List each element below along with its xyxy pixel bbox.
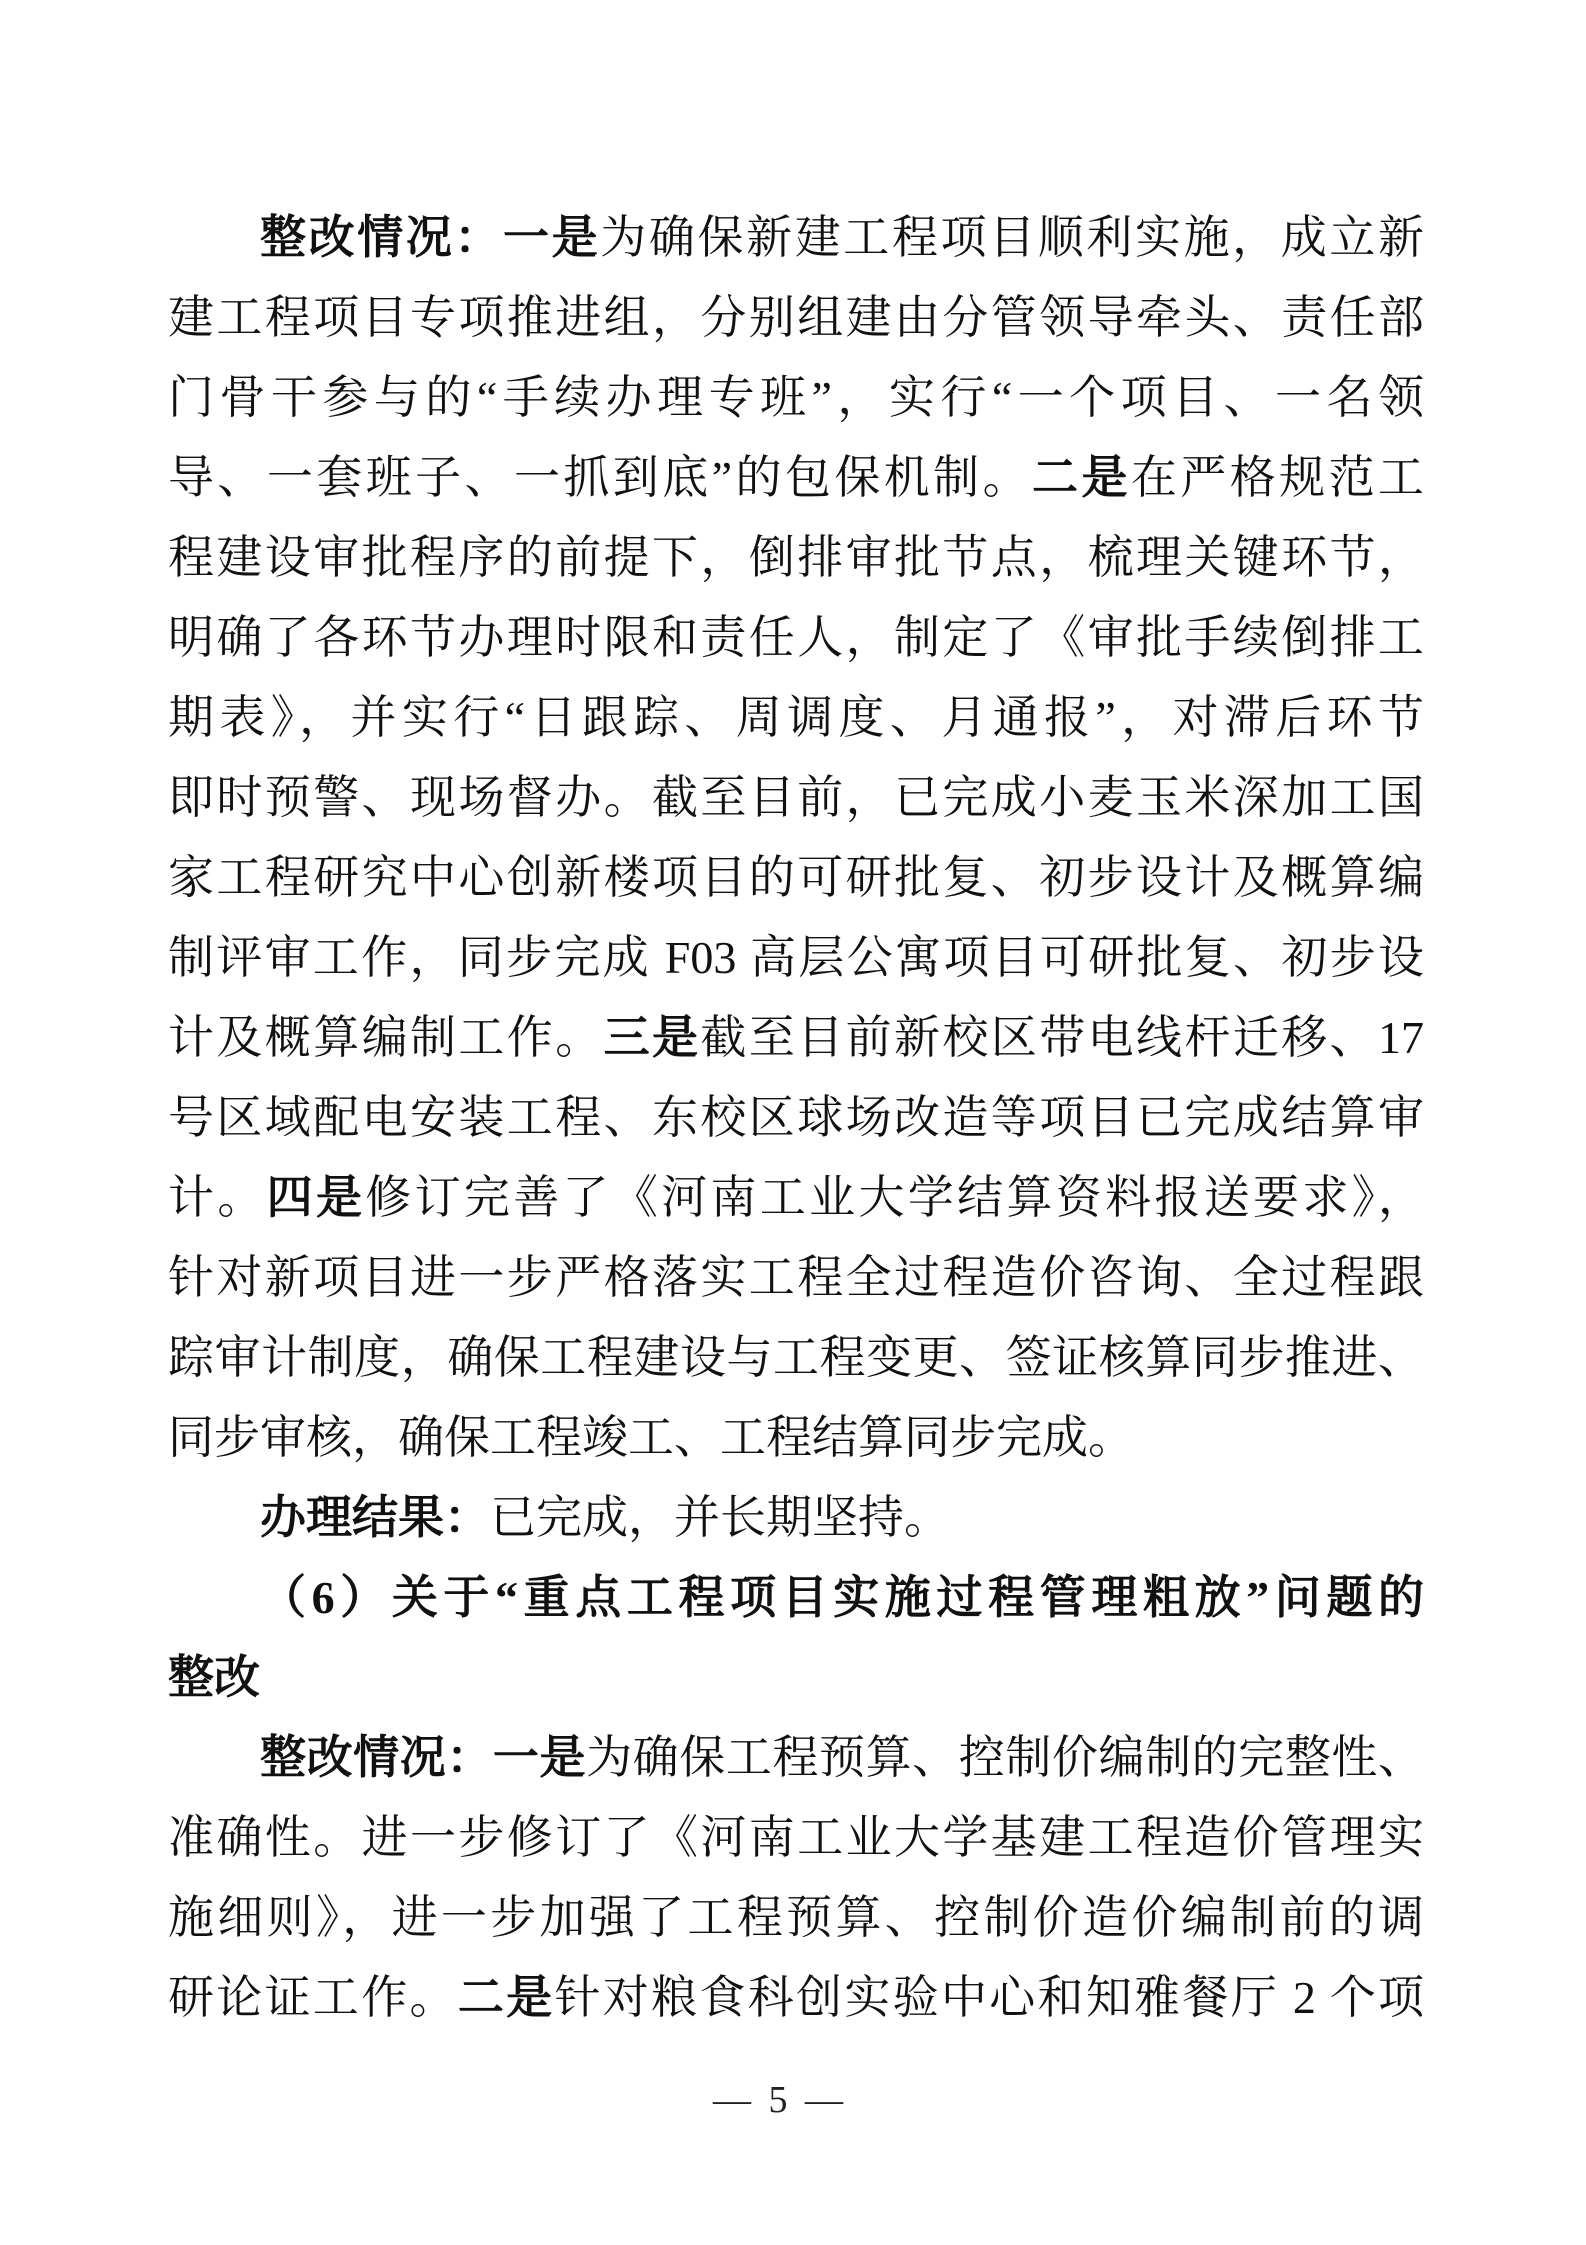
- bold-text-segment: 整改情况：: [260, 1732, 493, 1783]
- text-line: [168, 1718, 1424, 1798]
- text-line: [168, 438, 1424, 518]
- text-line: [168, 1478, 1424, 1558]
- document-body: [168, 198, 1424, 2038]
- text-line: [168, 918, 1424, 998]
- text-segment: 为确保工程预算、控制价编制的完整性、: [586, 1732, 1424, 1783]
- text-segment: 计。: [168, 1172, 267, 1223]
- text-line: [168, 518, 1424, 598]
- bold-text-segment: 一是: [503, 212, 601, 263]
- text-line: [168, 198, 1424, 278]
- bold-text-segment: 整改: [168, 1652, 260, 1703]
- text-segment: 即时预警、现场督办。截至目前，已完成小麦玉米深加工国: [168, 772, 1424, 823]
- bold-text-segment: 二是: [457, 1972, 555, 2023]
- text-segment: 截至目前新校区带电线杆迁移、17: [700, 1012, 1424, 1063]
- text-segment: 计及概算编制工作。: [168, 1012, 604, 1063]
- text-segment: 导、一套班子、一抓到底”的包保机制。: [168, 452, 1033, 503]
- text-segment: 修订完善了《河南工业大学结算资料报送要求》，: [365, 1172, 1424, 1223]
- bold-text-segment: 办理结果：: [260, 1492, 490, 1543]
- bold-text-segment: 一是: [492, 1732, 587, 1783]
- text-line: [168, 998, 1424, 1078]
- text-line: [168, 838, 1424, 918]
- text-segment: 准确性。进一步修订了《河南工业大学基建工程造价管理实: [168, 1812, 1424, 1863]
- text-line: [168, 1238, 1424, 1318]
- text-segment: 研论证工作。: [168, 1972, 458, 2023]
- text-line: [168, 1798, 1424, 1878]
- text-line: [168, 1078, 1424, 1158]
- text-segment: 建工程项目专项推进组，分别组建由分管领导牵头、责任部: [168, 292, 1424, 343]
- text-segment: 号区域配电安装工程、东校区球场改造等项目已完成结算审: [168, 1092, 1424, 1143]
- text-segment: 期表》，并实行“日跟踪、周调度、月通报”，对滞后环节: [168, 692, 1424, 743]
- text-segment: 制评审工作，同步完成 F03 高层公寓项目可研批复、初步设: [168, 932, 1424, 983]
- bold-text-segment: （6）关于“重点工程项目实施过程管理粗放”问题的: [260, 1572, 1424, 1623]
- text-line: [168, 358, 1424, 438]
- text-segment: 明确了各环节办理时限和责任人，制定了《审批手续倒排工: [168, 612, 1424, 663]
- bold-text-segment: 四是: [266, 1172, 366, 1223]
- text-segment: 门骨干参与的“手续办理专班”，实行“一个项目、一名领: [168, 372, 1424, 423]
- bold-text-segment: 二是: [1032, 452, 1131, 503]
- text-line: [168, 678, 1424, 758]
- text-line: [168, 1558, 1424, 1638]
- text-segment: 针对新项目进一步严格落实工程全过程造价咨询、全过程跟: [168, 1252, 1424, 1303]
- bold-text-segment: 三是: [603, 1012, 701, 1063]
- text-segment: 踪审计制度，确保工程建设与工程变更、签证核算同步推进、: [168, 1332, 1424, 1383]
- text-segment: 程建设审批程序的前提下，倒排审批节点，梳理关键环节，: [168, 532, 1424, 583]
- text-line: [168, 1398, 1424, 1478]
- text-segment: 在严格规范工: [1130, 452, 1424, 503]
- bold-text-segment: 整改情况：: [260, 212, 504, 263]
- text-segment: 已完成，并长期坚持。: [490, 1492, 950, 1543]
- text-segment: 针对粮食科创实验中心和知雅餐厅 2 个项: [554, 1972, 1424, 2023]
- text-line: [168, 278, 1424, 358]
- text-line: [168, 1158, 1424, 1238]
- text-line: [168, 1878, 1424, 1958]
- text-segment: 家工程研究中心创新楼项目的可研批复、初步设计及概算编: [168, 852, 1424, 903]
- text-segment: 施细则》，进一步加强了工程预算、控制价造价编制前的调: [168, 1892, 1424, 1943]
- text-line: [168, 1958, 1424, 2038]
- text-line: [168, 1318, 1424, 1398]
- text-line: [168, 1638, 1424, 1718]
- page-number: — 5 —: [713, 2079, 847, 2121]
- text-line: [168, 598, 1424, 678]
- text-segment: 同步审核，确保工程竣工、工程结算同步完成。: [168, 1412, 1134, 1463]
- text-segment: 为确保新建工程项目顺利实施，成立新: [600, 212, 1424, 263]
- text-line: [168, 758, 1424, 838]
